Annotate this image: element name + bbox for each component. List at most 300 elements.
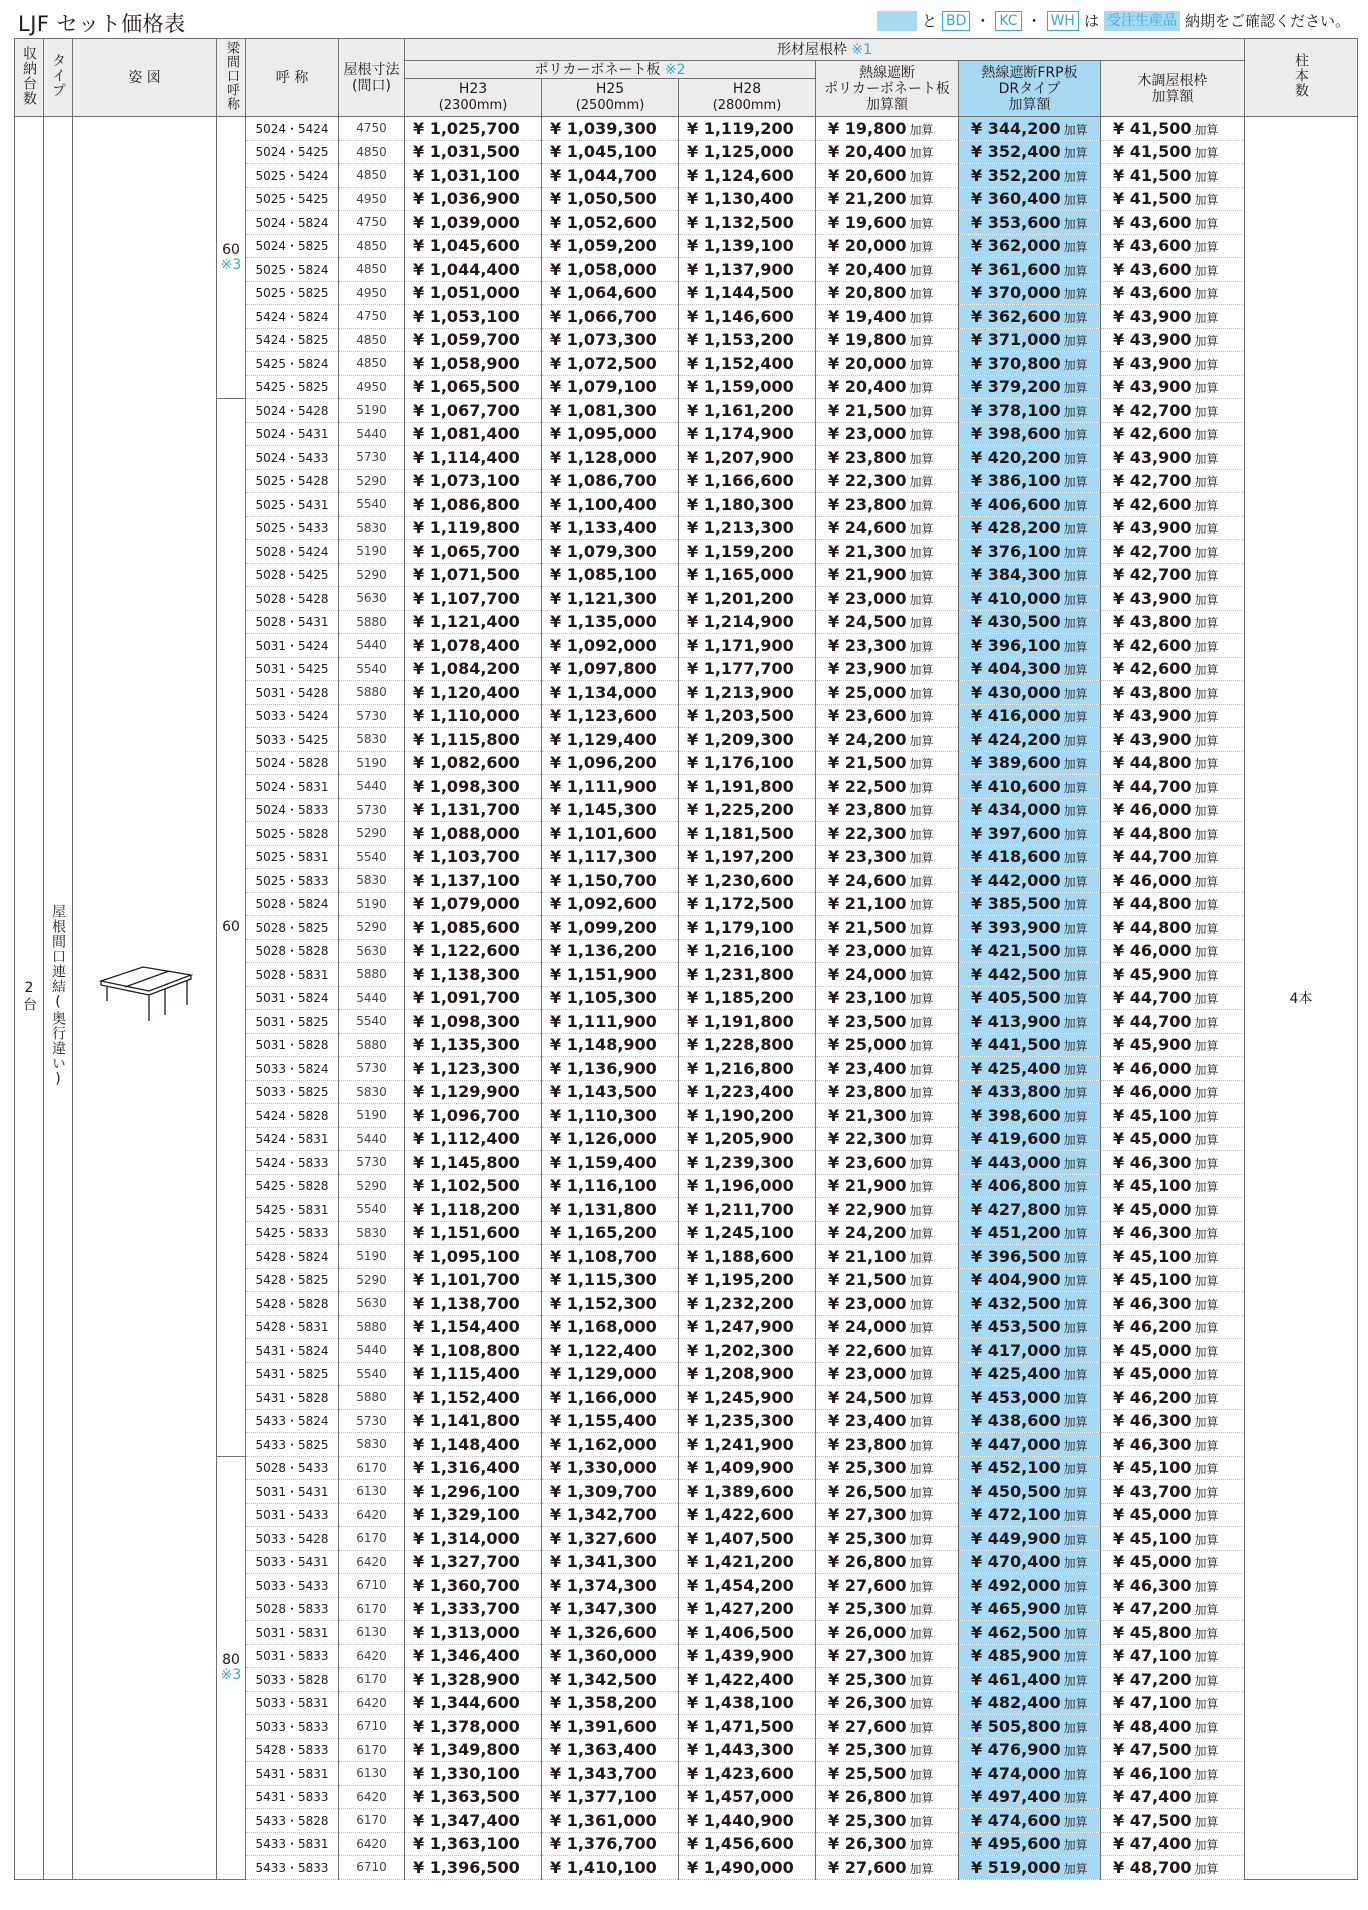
name-cell: 5031・5433	[246, 1503, 339, 1527]
name-cell: 5028・5433	[246, 1456, 339, 1480]
roof-dim-cell: 6710	[339, 1574, 405, 1598]
heat-poly-add-cell: ¥ 22,900 加算	[816, 1198, 959, 1222]
price-h23-cell: ¥ 1,114,400	[405, 446, 542, 470]
roof-dim-cell: 6130	[339, 1762, 405, 1786]
name-cell: 5033・5425	[246, 728, 339, 752]
heat-frp-add-cell: ¥ 474,600 加算	[959, 1809, 1101, 1833]
heat-frp-add-cell: ¥ 476,900 加算	[959, 1738, 1101, 1762]
heat-poly-add-cell: ¥ 21,300 加算	[816, 540, 959, 564]
price-h23-cell: ¥ 1,396,500	[405, 1856, 542, 1880]
wood-add-cell: ¥ 45,900 加算	[1101, 1033, 1245, 1057]
heat-frp-add-cell: ¥ 371,000 加算	[959, 328, 1101, 352]
price-h28-cell: ¥ 1,203,500	[679, 704, 816, 728]
wood-add-cell: ¥ 48,400 加算	[1101, 1715, 1245, 1739]
header-h25: H25 (2500mm)	[542, 79, 679, 117]
price-h28-cell: ¥ 1,171,900	[679, 634, 816, 658]
heat-frp-add-cell: ¥ 424,200 加算	[959, 728, 1101, 752]
wood-add-cell: ¥ 45,000 加算	[1101, 1362, 1245, 1386]
heat-poly-add-cell: ¥ 24,500 加算	[816, 610, 959, 634]
price-h25-cell: ¥ 1,143,500	[542, 1080, 679, 1104]
wood-add-cell: ¥ 42,600 加算	[1101, 422, 1245, 446]
name-cell: 5028・5431	[246, 610, 339, 634]
name-cell: 5431・5824	[246, 1339, 339, 1363]
price-h28-cell: ¥ 1,205,900	[679, 1127, 816, 1151]
price-h25-cell: ¥ 1,128,000	[542, 446, 679, 470]
roof-dim-cell: 4950	[339, 375, 405, 399]
price-h25-cell: ¥ 1,111,900	[542, 1010, 679, 1034]
price-h25-cell: ¥ 1,347,300	[542, 1597, 679, 1621]
heat-poly-add-cell: ¥ 23,000 加算	[816, 1292, 959, 1316]
price-h25-cell: ¥ 1,159,400	[542, 1151, 679, 1175]
heat-frp-add-cell: ¥ 425,400 加算	[959, 1057, 1101, 1081]
name-cell: 5433・5831	[246, 1832, 339, 1856]
table-row	[15, 117, 1358, 141]
price-h28-cell: ¥ 1,490,000	[679, 1856, 816, 1880]
name-cell: 5025・5824	[246, 258, 339, 282]
roof-dim-cell: 5540	[339, 657, 405, 681]
price-h28-cell: ¥ 1,239,300	[679, 1151, 816, 1175]
price-h23-cell: ¥ 1,138,700	[405, 1292, 542, 1316]
price-h28-cell: ¥ 1,213,900	[679, 681, 816, 705]
price-h25-cell: ¥ 1,072,500	[542, 352, 679, 376]
heat-poly-add-cell: ¥ 22,300 加算	[816, 1127, 959, 1151]
price-h23-cell: ¥ 1,098,300	[405, 775, 542, 799]
wood-add-cell: ¥ 43,900 加算	[1101, 328, 1245, 352]
heat-poly-add-cell: ¥ 20,000 加算	[816, 352, 959, 376]
price-h25-cell: ¥ 1,050,500	[542, 187, 679, 211]
heat-frp-add-cell: ¥ 360,400 加算	[959, 187, 1101, 211]
name-cell: 5025・5825	[246, 281, 339, 305]
heat-poly-add-cell: ¥ 23,000 加算	[816, 422, 959, 446]
price-h23-cell: ¥ 1,378,000	[405, 1715, 542, 1739]
roof-dim-cell: 4750	[339, 211, 405, 235]
price-h23-cell: ¥ 1,059,700	[405, 328, 542, 352]
legend-tag-kc: KC	[995, 11, 1021, 31]
wood-add-cell: ¥ 42,600 加算	[1101, 657, 1245, 681]
roof-dim-cell: 4850	[339, 234, 405, 258]
price-h28-cell: ¥ 1,159,200	[679, 540, 816, 564]
heat-poly-add-cell: ¥ 20,600 加算	[816, 164, 959, 188]
heat-frp-add-cell: ¥ 379,200 加算	[959, 375, 1101, 399]
wood-add-cell: ¥ 46,000 加算	[1101, 1080, 1245, 1104]
price-h25-cell: ¥ 1,136,900	[542, 1057, 679, 1081]
heat-poly-add-cell: ¥ 24,000 加算	[816, 963, 959, 987]
price-h23-cell: ¥ 1,363,500	[405, 1785, 542, 1809]
name-cell: 5033・5831	[246, 1691, 339, 1715]
price-h28-cell: ¥ 1,197,200	[679, 845, 816, 869]
wood-add-cell: ¥ 41,500 加算	[1101, 187, 1245, 211]
price-h25-cell: ¥ 1,081,300	[542, 399, 679, 423]
name-cell: 5433・5825	[246, 1433, 339, 1457]
heat-poly-add-cell: ¥ 24,200 加算	[816, 728, 959, 752]
price-h25-cell: ¥ 1,064,600	[542, 281, 679, 305]
price-h25-cell: ¥ 1,059,200	[542, 234, 679, 258]
wood-add-cell: ¥ 45,100 加算	[1101, 1174, 1245, 1198]
heat-frp-add-cell: ¥ 442,500 加算	[959, 963, 1101, 987]
wood-add-cell: ¥ 44,700 加算	[1101, 1010, 1245, 1034]
heat-poly-add-cell: ¥ 20,800 加算	[816, 281, 959, 305]
header-type: タイプ	[44, 39, 73, 117]
price-h25-cell: ¥ 1,150,700	[542, 869, 679, 893]
price-h25-cell: ¥ 1,121,300	[542, 587, 679, 611]
beam-group-cell: 60	[217, 399, 246, 1457]
price-h25-cell: ¥ 1,099,200	[542, 916, 679, 940]
wood-add-cell: ¥ 42,700 加算	[1101, 469, 1245, 493]
price-h25-cell: ¥ 1,123,600	[542, 704, 679, 728]
heat-frp-add-cell: ¥ 427,800 加算	[959, 1198, 1101, 1222]
count-cell: 2台	[15, 117, 44, 1880]
wood-add-cell: ¥ 43,900 加算	[1101, 516, 1245, 540]
heat-frp-add-cell: ¥ 378,100 加算	[959, 399, 1101, 423]
heat-poly-add-cell: ¥ 27,600 加算	[816, 1574, 959, 1598]
price-h28-cell: ¥ 1,137,900	[679, 258, 816, 282]
price-h25-cell: ¥ 1,122,400	[542, 1339, 679, 1363]
price-h23-cell: ¥ 1,313,000	[405, 1621, 542, 1645]
name-cell: 5433・5833	[246, 1856, 339, 1880]
wood-add-cell: ¥ 43,800 加算	[1101, 681, 1245, 705]
wood-add-cell: ¥ 46,300 加算	[1101, 1221, 1245, 1245]
heat-poly-add-cell: ¥ 21,900 加算	[816, 563, 959, 587]
price-h23-cell: ¥ 1,296,100	[405, 1480, 542, 1504]
wood-add-cell: ¥ 45,000 加算	[1101, 1339, 1245, 1363]
roof-dim-cell: 5830	[339, 1433, 405, 1457]
name-cell: 5428・5824	[246, 1245, 339, 1269]
price-h28-cell: ¥ 1,125,000	[679, 140, 816, 164]
heat-poly-add-cell: ¥ 23,900 加算	[816, 657, 959, 681]
price-h28-cell: ¥ 1,439,900	[679, 1644, 816, 1668]
heat-frp-add-cell: ¥ 453,000 加算	[959, 1386, 1101, 1410]
wood-add-cell: ¥ 48,700 加算	[1101, 1856, 1245, 1880]
heat-frp-add-cell: ¥ 353,600 加算	[959, 211, 1101, 235]
price-h25-cell: ¥ 1,330,000	[542, 1456, 679, 1480]
price-h23-cell: ¥ 1,110,000	[405, 704, 542, 728]
price-h28-cell: ¥ 1,201,200	[679, 587, 816, 611]
price-h25-cell: ¥ 1,092,000	[542, 634, 679, 658]
wood-add-cell: ¥ 43,900 加算	[1101, 305, 1245, 329]
legend-dot-1: ・	[975, 12, 991, 30]
price-h28-cell: ¥ 1,389,600	[679, 1480, 816, 1504]
price-h28-cell: ¥ 1,152,400	[679, 352, 816, 376]
heat-poly-add-cell: ¥ 23,800 加算	[816, 1433, 959, 1457]
name-cell: 5024・5833	[246, 798, 339, 822]
heat-frp-add-cell: ¥ 472,100 加算	[959, 1503, 1101, 1527]
heat-frp-add-cell: ¥ 492,000 加算	[959, 1574, 1101, 1598]
price-h25-cell: ¥ 1,326,600	[542, 1621, 679, 1645]
price-h25-cell: ¥ 1,162,000	[542, 1433, 679, 1457]
wood-add-cell: ¥ 41,500 加算	[1101, 140, 1245, 164]
price-h23-cell: ¥ 1,122,600	[405, 939, 542, 963]
heat-poly-add-cell: ¥ 20,000 加算	[816, 234, 959, 258]
price-h28-cell: ¥ 1,228,800	[679, 1033, 816, 1057]
wood-add-cell: ¥ 47,200 加算	[1101, 1597, 1245, 1621]
roof-dim-cell: 5830	[339, 728, 405, 752]
heat-poly-add-cell: ¥ 25,300 加算	[816, 1809, 959, 1833]
heat-poly-add-cell: ¥ 19,600 加算	[816, 211, 959, 235]
price-h23-cell: ¥ 1,145,800	[405, 1151, 542, 1175]
roof-dim-cell: 5190	[339, 399, 405, 423]
price-h25-cell: ¥ 1,117,300	[542, 845, 679, 869]
legend	[877, 10, 1350, 31]
wood-add-cell: ¥ 47,100 加算	[1101, 1644, 1245, 1668]
roof-dim-cell: 5880	[339, 681, 405, 705]
name-cell: 5028・5424	[246, 540, 339, 564]
wood-add-cell: ¥ 41,500 加算	[1101, 164, 1245, 188]
price-h23-cell: ¥ 1,316,400	[405, 1456, 542, 1480]
header-count: 収納台数	[15, 39, 44, 117]
wood-add-cell: ¥ 46,300 加算	[1101, 1151, 1245, 1175]
price-h25-cell: ¥ 1,092,600	[542, 892, 679, 916]
heat-frp-add-cell: ¥ 428,200 加算	[959, 516, 1101, 540]
figure-cell	[73, 117, 217, 1880]
wood-add-cell: ¥ 43,900 加算	[1101, 352, 1245, 376]
roof-dim-cell: 5630	[339, 1292, 405, 1316]
heat-poly-add-cell: ¥ 24,600 加算	[816, 516, 959, 540]
heat-poly-add-cell: ¥ 21,100 加算	[816, 892, 959, 916]
name-cell: 5031・5425	[246, 657, 339, 681]
price-h23-cell: ¥ 1,121,400	[405, 610, 542, 634]
heat-poly-add-cell: ¥ 26,500 加算	[816, 1480, 959, 1504]
price-h25-cell: ¥ 1,155,400	[542, 1409, 679, 1433]
price-h25-cell: ¥ 1,045,100	[542, 140, 679, 164]
price-h28-cell: ¥ 1,407,500	[679, 1527, 816, 1551]
price-h25-cell: ¥ 1,327,600	[542, 1527, 679, 1551]
name-cell: 5425・5828	[246, 1174, 339, 1198]
price-h23-cell: ¥ 1,347,400	[405, 1809, 542, 1833]
heat-poly-add-cell: ¥ 23,000 加算	[816, 939, 959, 963]
price-h25-cell: ¥ 1,374,300	[542, 1574, 679, 1598]
heat-frp-add-cell: ¥ 432,500 加算	[959, 1292, 1101, 1316]
wood-add-cell: ¥ 44,700 加算	[1101, 845, 1245, 869]
roof-dim-cell: 5880	[339, 1033, 405, 1057]
roof-dim-cell: 5290	[339, 563, 405, 587]
roof-dim-cell: 4750	[339, 305, 405, 329]
heat-poly-add-cell: ¥ 23,800 加算	[816, 446, 959, 470]
price-h28-cell: ¥ 1,225,200	[679, 798, 816, 822]
heat-frp-add-cell: ¥ 386,100 加算	[959, 469, 1101, 493]
price-h23-cell: ¥ 1,031,100	[405, 164, 542, 188]
name-cell: 5425・5825	[246, 375, 339, 399]
price-h28-cell: ¥ 1,216,800	[679, 1057, 816, 1081]
price-h28-cell: ¥ 1,146,600	[679, 305, 816, 329]
roof-dim-cell: 6170	[339, 1668, 405, 1692]
heat-poly-add-cell: ¥ 22,300 加算	[816, 469, 959, 493]
wood-add-cell: ¥ 42,700 加算	[1101, 540, 1245, 564]
price-h23-cell: ¥ 1,101,700	[405, 1268, 542, 1292]
roof-dim-cell: 5190	[339, 751, 405, 775]
price-h28-cell: ¥ 1,119,200	[679, 117, 816, 141]
price-h25-cell: ¥ 1,108,700	[542, 1245, 679, 1269]
name-cell: 5424・5831	[246, 1127, 339, 1151]
roof-dim-cell: 6130	[339, 1621, 405, 1645]
wood-add-cell: ¥ 47,400 加算	[1101, 1785, 1245, 1809]
price-h28-cell: ¥ 1,208,900	[679, 1362, 816, 1386]
price-h25-cell: ¥ 1,342,700	[542, 1503, 679, 1527]
roof-dim-cell: 6170	[339, 1597, 405, 1621]
price-h25-cell: ¥ 1,116,100	[542, 1174, 679, 1198]
roof-dim-cell: 5540	[339, 845, 405, 869]
roof-dim-cell: 6710	[339, 1856, 405, 1880]
wood-add-cell: ¥ 45,100 加算	[1101, 1456, 1245, 1480]
price-h25-cell: ¥ 1,361,000	[542, 1809, 679, 1833]
name-cell: 5433・5824	[246, 1409, 339, 1433]
heat-poly-add-cell: ¥ 26,000 加算	[816, 1621, 959, 1645]
roof-dim-cell: 5730	[339, 446, 405, 470]
price-h25-cell: ¥ 1,342,500	[542, 1668, 679, 1692]
roof-dim-cell: 5730	[339, 1151, 405, 1175]
price-h28-cell: ¥ 1,176,100	[679, 751, 816, 775]
price-h28-cell: ¥ 1,427,200	[679, 1597, 816, 1621]
price-h23-cell: ¥ 1,086,800	[405, 493, 542, 517]
price-h25-cell: ¥ 1,126,000	[542, 1127, 679, 1151]
price-h25-cell: ¥ 1,343,700	[542, 1762, 679, 1786]
heat-poly-add-cell: ¥ 19,800 加算	[816, 117, 959, 141]
price-h23-cell: ¥ 1,067,700	[405, 399, 542, 423]
heat-frp-add-cell: ¥ 410,600 加算	[959, 775, 1101, 799]
wood-add-cell: ¥ 43,900 加算	[1101, 704, 1245, 728]
roof-dim-cell: 5880	[339, 963, 405, 987]
price-h23-cell: ¥ 1,096,700	[405, 1104, 542, 1128]
wood-add-cell: ¥ 43,900 加算	[1101, 446, 1245, 470]
roof-dim-cell: 4850	[339, 164, 405, 188]
price-h23-cell: ¥ 1,073,100	[405, 469, 542, 493]
roof-dim-cell: 5440	[339, 422, 405, 446]
name-cell: 5424・5825	[246, 328, 339, 352]
header-pillars: 柱本数	[1245, 39, 1358, 117]
roof-dim-cell: 5730	[339, 1409, 405, 1433]
legend-note: 納期をご確認ください。	[1184, 12, 1350, 30]
heat-poly-add-cell: ¥ 21,900 加算	[816, 1174, 959, 1198]
name-cell: 5033・5825	[246, 1080, 339, 1104]
price-h28-cell: ¥ 1,177,700	[679, 657, 816, 681]
heat-poly-add-cell: ¥ 23,600 加算	[816, 704, 959, 728]
price-h23-cell: ¥ 1,084,200	[405, 657, 542, 681]
price-h25-cell: ¥ 1,376,700	[542, 1832, 679, 1856]
wood-add-cell: ¥ 44,700 加算	[1101, 986, 1245, 1010]
table-body	[15, 117, 1358, 1880]
name-cell: 5031・5828	[246, 1033, 339, 1057]
heat-poly-add-cell: ¥ 21,300 加算	[816, 1104, 959, 1128]
price-h25-cell: ¥ 1,085,100	[542, 563, 679, 587]
price-h28-cell: ¥ 1,124,600	[679, 164, 816, 188]
heat-frp-add-cell: ¥ 416,000 加算	[959, 704, 1101, 728]
price-h28-cell: ¥ 1,191,800	[679, 775, 816, 799]
roof-dim-cell: 5880	[339, 1386, 405, 1410]
price-h28-cell: ¥ 1,172,500	[679, 892, 816, 916]
page-title: LJF セット価格表	[18, 12, 186, 36]
legend-tag-wh: WH	[1047, 11, 1079, 31]
wood-add-cell: ¥ 44,800 加算	[1101, 916, 1245, 940]
heat-poly-add-cell: ¥ 23,800 加算	[816, 1080, 959, 1104]
price-h23-cell: ¥ 1,360,700	[405, 1574, 542, 1598]
name-cell: 5025・5428	[246, 469, 339, 493]
heat-poly-add-cell: ¥ 27,600 加算	[816, 1856, 959, 1880]
wood-add-cell: ¥ 45,000 加算	[1101, 1198, 1245, 1222]
heat-frp-add-cell: ¥ 352,200 加算	[959, 164, 1101, 188]
heat-frp-add-cell: ¥ 420,200 加算	[959, 446, 1101, 470]
name-cell: 5031・5831	[246, 1621, 339, 1645]
price-h25-cell: ¥ 1,341,300	[542, 1550, 679, 1574]
price-h28-cell: ¥ 1,216,100	[679, 939, 816, 963]
heat-frp-add-cell: ¥ 417,000 加算	[959, 1339, 1101, 1363]
heat-frp-add-cell: ¥ 344,200 加算	[959, 117, 1101, 141]
heat-poly-add-cell: ¥ 24,600 加算	[816, 869, 959, 893]
heat-poly-add-cell: ¥ 25,300 加算	[816, 1738, 959, 1762]
heat-frp-add-cell: ¥ 389,600 加算	[959, 751, 1101, 775]
heat-frp-add-cell: ¥ 385,500 加算	[959, 892, 1101, 916]
price-h23-cell: ¥ 1,088,000	[405, 822, 542, 846]
price-h23-cell: ¥ 1,058,900	[405, 352, 542, 376]
price-h25-cell: ¥ 1,115,300	[542, 1268, 679, 1292]
price-h28-cell: ¥ 1,232,200	[679, 1292, 816, 1316]
heat-poly-add-cell: ¥ 25,300 加算	[816, 1668, 959, 1692]
legend-dot-2: ・	[1026, 12, 1042, 30]
price-h23-cell: ¥ 1,363,100	[405, 1832, 542, 1856]
heat-frp-add-cell: ¥ 430,000 加算	[959, 681, 1101, 705]
heat-frp-add-cell: ¥ 419,600 加算	[959, 1127, 1101, 1151]
heat-poly-add-cell: ¥ 22,600 加算	[816, 1339, 959, 1363]
heat-frp-add-cell: ¥ 430,500 加算	[959, 610, 1101, 634]
heat-frp-add-cell: ¥ 462,500 加算	[959, 1621, 1101, 1645]
beam-group-cell: 80 ※3	[217, 1456, 246, 1879]
price-h23-cell: ¥ 1,091,700	[405, 986, 542, 1010]
heat-frp-add-cell: ¥ 421,500 加算	[959, 939, 1101, 963]
heat-frp-add-cell: ¥ 461,400 加算	[959, 1668, 1101, 1692]
price-h25-cell: ¥ 1,151,900	[542, 963, 679, 987]
price-h25-cell: ¥ 1,097,800	[542, 657, 679, 681]
name-cell: 5031・5824	[246, 986, 339, 1010]
header-poly: ポリカーボネート板 ※2	[405, 61, 816, 79]
wood-add-cell: ¥ 46,100 加算	[1101, 1762, 1245, 1786]
heat-frp-add-cell: ¥ 410,000 加算	[959, 587, 1101, 611]
roof-dim-cell: 6170	[339, 1456, 405, 1480]
wood-add-cell: ¥ 44,700 加算	[1101, 775, 1245, 799]
roof-dim-cell: 5290	[339, 1268, 405, 1292]
heat-poly-add-cell: ¥ 27,300 加算	[816, 1503, 959, 1527]
price-h28-cell: ¥ 1,190,200	[679, 1104, 816, 1128]
heat-frp-add-cell: ¥ 404,300 加算	[959, 657, 1101, 681]
wood-add-cell: ¥ 47,500 加算	[1101, 1809, 1245, 1833]
heat-poly-add-cell: ¥ 23,400 加算	[816, 1057, 959, 1081]
heat-poly-add-cell: ¥ 22,300 加算	[816, 822, 959, 846]
heat-poly-add-cell: ¥ 24,200 加算	[816, 1221, 959, 1245]
legend-tag-bd: BD	[942, 11, 970, 31]
name-cell: 5031・5833	[246, 1644, 339, 1668]
price-table	[14, 38, 1358, 1880]
price-h23-cell: ¥ 1,141,800	[405, 1409, 542, 1433]
roof-dim-cell: 4850	[339, 352, 405, 376]
price-h23-cell: ¥ 1,131,700	[405, 798, 542, 822]
name-cell: 5424・5824	[246, 305, 339, 329]
table-row	[15, 1456, 1358, 1480]
roof-dim-cell: 4750	[339, 117, 405, 141]
price-h23-cell: ¥ 1,103,700	[405, 845, 542, 869]
wood-add-cell: ¥ 45,100 加算	[1101, 1268, 1245, 1292]
heat-poly-add-cell: ¥ 26,800 加算	[816, 1785, 959, 1809]
wood-add-cell: ¥ 47,500 加算	[1101, 1738, 1245, 1762]
wood-add-cell: ¥ 46,300 加算	[1101, 1433, 1245, 1457]
price-h28-cell: ¥ 1,188,600	[679, 1245, 816, 1269]
name-cell: 5431・5825	[246, 1362, 339, 1386]
roof-dim-cell: 5730	[339, 1057, 405, 1081]
legend-swatch	[877, 11, 917, 31]
heat-poly-add-cell: ¥ 23,300 加算	[816, 634, 959, 658]
price-h28-cell: ¥ 1,202,300	[679, 1339, 816, 1363]
price-h28-cell: ¥ 1,130,400	[679, 187, 816, 211]
heat-poly-add-cell: ¥ 24,000 加算	[816, 1315, 959, 1339]
price-h23-cell: ¥ 1,065,700	[405, 540, 542, 564]
legend-wa: は	[1083, 12, 1099, 30]
price-h23-cell: ¥ 1,036,900	[405, 187, 542, 211]
